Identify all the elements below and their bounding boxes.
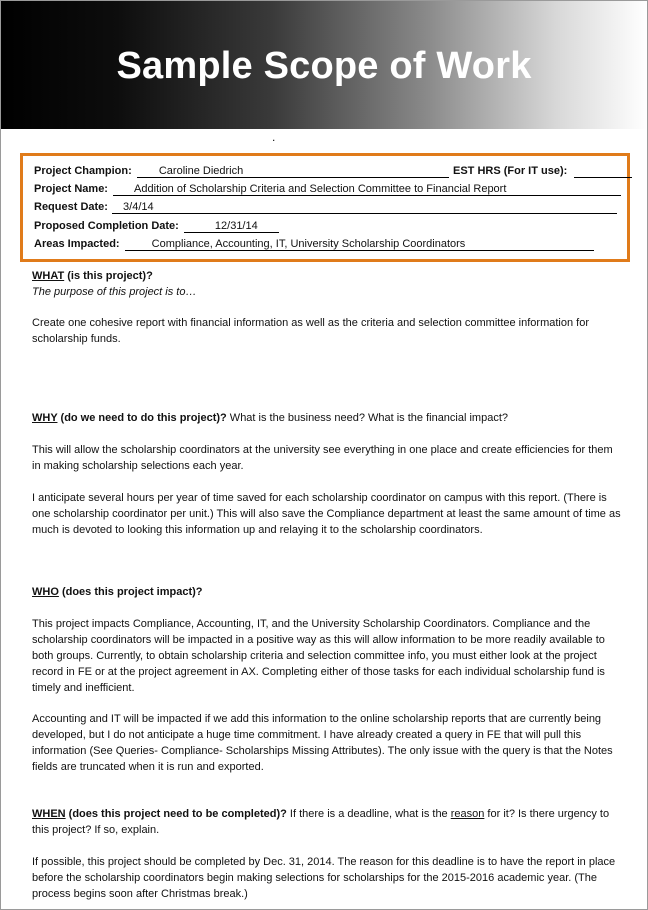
what-subtitle: The purpose of this project is to… — [32, 286, 197, 298]
when-paragraph: If possible, this project should be completed by Dec. 31, 2014. The reason for this deadline is to have the report in place before the scholarship coordinators begin making selections for scholarships for the 2015-2016 academic year. (The process begins soon after Christmas break.) — [32, 856, 616, 900]
why-paragraph-1: This will allow the scholarship coordinators at the university see everything in one place and create efficiencies for them in making scholarship selections each year. — [32, 444, 613, 472]
request-date-label: Request Date: — [34, 201, 108, 213]
champion-value: Caroline Diedrich — [137, 165, 449, 178]
areas-impacted-value: Compliance, Accounting, IT, University Scholarship Coordinators — [125, 238, 594, 251]
completion-date-value: 12/31/14 — [184, 220, 279, 233]
why-question: What is the business need? What is the financial impact? — [226, 412, 509, 424]
what-paragraph: Create one cohesive report with financial information as well as the criteria and selection committee information for scholarship funds. — [32, 317, 589, 345]
champion-label: Project Champion: — [34, 165, 132, 177]
areas-impacted-row — [34, 238, 594, 251]
est-hrs-label: EST HRS (For IT use): — [453, 165, 568, 177]
page-title: Sample Scope of Work — [116, 45, 532, 87]
est-hrs-field — [453, 165, 632, 178]
what-heading: WHAT (is this project)? — [32, 270, 153, 282]
who-paragraph-1: This project impacts Compliance, Accounting, IT, and the University Scholarship Coordinators. Compliance and the scholarship coordinators will be impacted in a positive way as this will allow information to be more readily available to both groups. Currently, to obtain scholarship criteria and selection committee info, you must either look at the project record in FE or at the project agreement in AX. Completing either of those tasks for each individual scholarship fund is timely and inefficient. — [32, 618, 605, 694]
why-paragraph-2: I anticipate several hours per year of time saved for each scholarship coordinator on campus with this report. (There is one scholarship coordinator per unit.) This will also save the Compliance department at least the same amount of time as much is devoted to looking this information up and relaying it to the scholarship coordinators. — [32, 492, 621, 536]
project-name-value: Addition of Scholarship Criteria and Selection Committee to Financial Report — [113, 183, 621, 196]
when-heading: WHEN (does this project need to be completed)? If there is a deadline, what is the reason for it? Is there urgency to this project? If so, explain. — [32, 808, 610, 836]
why-heading: WHY (do we need to do this project)? What is the business need? What is the financial impact? — [32, 412, 509, 424]
project-name-row — [34, 183, 621, 196]
what-section — [32, 268, 624, 300]
title-banner — [1, 1, 647, 129]
est-hrs-value — [574, 165, 632, 178]
project-name-label: Project Name: — [34, 183, 108, 195]
who-paragraph-2: Accounting and IT will be impacted if we add this information to the online scholarship reports that are currently being developed, but I do not anticipate a huge time commitment. I have already created a query in FE that will pull this information (See Queries- Compliance- Scholarships Missing Attributes). The only issue with the query is that the Notes fields are truncated when it is run and exported. — [32, 713, 613, 773]
request-date-row — [34, 201, 617, 214]
separator-dot: . — [272, 130, 276, 144]
areas-impacted-label: Areas Impacted: — [34, 238, 120, 250]
completion-date-row — [34, 220, 279, 233]
project-info-box — [20, 153, 630, 262]
reason-word: reason — [450, 808, 485, 820]
who-heading: WHO (does this project impact)? — [32, 586, 203, 598]
completion-date-label: Proposed Completion Date: — [34, 220, 179, 232]
champion-row — [34, 165, 449, 178]
request-date-value: 3/4/14 — [112, 201, 617, 214]
